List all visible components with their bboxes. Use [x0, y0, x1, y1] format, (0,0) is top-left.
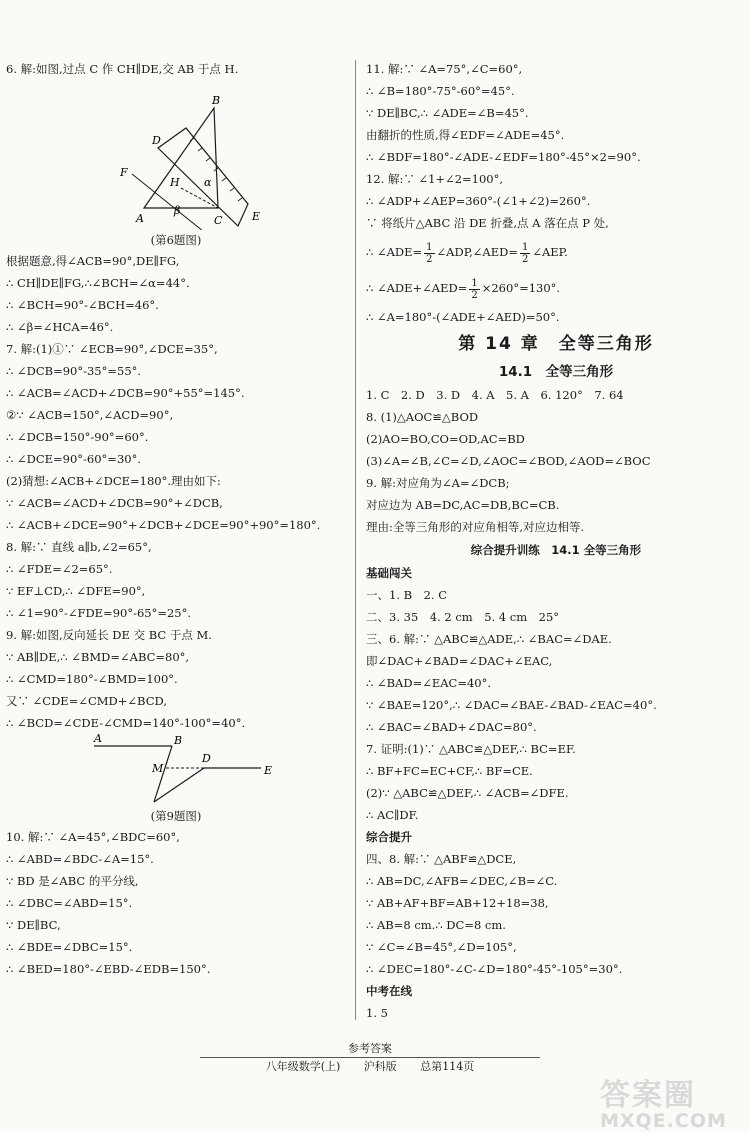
jichu-line: 二、3. 35 4. 2 cm 5. 4 cm 25° [366, 610, 560, 624]
label-b: B [212, 94, 221, 107]
label-beta: β [174, 204, 181, 217]
right-column [366, 58, 746, 1024]
q7-line: ∴ ∠DCE=90°-60°=30°. [6, 452, 141, 466]
q6-line: ∴ ∠BCH=90°-∠BCH=46°. [6, 298, 159, 312]
watermark-text: 答案圈 [600, 1078, 696, 1113]
jichu-line: 三、6. 解:∵ △ABC≌△ADE,∴ ∠BAC=∠DAE. [366, 632, 612, 646]
fraction [520, 242, 530, 265]
q12-text: ∴ ∠ADE+∠AED= [366, 281, 468, 295]
footer-title: 参考答案 [200, 1040, 540, 1058]
chapter-title: 第 14 章 全等三角形 [458, 334, 654, 354]
q12-text: ∠AEP. [532, 245, 568, 259]
label-f: F [120, 166, 128, 179]
section-title: 14.1 全等三角形 [498, 364, 614, 380]
jichu-line: ∴ BF+FC=EC+CF,∴ BF=CE. [366, 764, 533, 778]
q6-line: 根据题意,得∠ACB=90°,DE∥FG, [6, 254, 180, 268]
jichu-line: 7. 证明:(1)∵ △ABC≌△DEF,∴ BC=EF. [366, 742, 576, 756]
fraction-denominator: 2 [426, 253, 433, 265]
zonghe-line: 四、8. 解:∵ △ABF≌△DCE, [366, 852, 517, 866]
fraction-numerator: 1 [471, 277, 478, 289]
practice-heading: 综合提升训练 14.1 全等三角形 [470, 543, 642, 557]
fraction [424, 242, 434, 265]
q12-text: ∴ ∠ADE= [366, 245, 423, 259]
column-divider [355, 60, 356, 1020]
zonghe-line: ∵ ∠C=∠B=45°,∠D=105°, [366, 940, 517, 954]
q12-line: ∵ 将纸片△ABC 沿 DE 折叠,点 A 落在点 P 处, [366, 216, 609, 230]
fraction-denominator: 2 [471, 289, 478, 301]
label-a: A [136, 212, 144, 225]
label-e: E [264, 764, 273, 777]
jichu-line: 一、1. B 2. C [366, 588, 448, 602]
zonghe-line: ∴ AB=DC,∠AFB=∠DEC,∠B=∠C. [366, 874, 558, 888]
jichu-line: ∴ AC∥DF. [366, 808, 419, 822]
zonghe-heading: 综合提升 [366, 830, 412, 844]
q7-line: ∴ ∠DCB=90°-35°=55°. [6, 364, 142, 378]
footer-grade: 八年级数学(上) [265, 1060, 341, 1073]
answer-line: (3)∠A=∠B,∠C=∠D,∠AOC=∠BOD,∠AOD=∠BOC [366, 454, 651, 468]
q10-line: ∵ BD 是∠ABC 的平分线, [6, 874, 139, 888]
q11-line: 由翻折的性质,得∠EDF=∠ADE=45°. [366, 128, 565, 142]
fraction-numerator: 1 [426, 241, 433, 253]
zonghe-line: ∴ AB=8 cm.∴ DC=8 cm. [366, 918, 506, 932]
page-footer [200, 1040, 540, 1074]
label-m: M [152, 762, 164, 775]
q12-line: ∴ ∠A=180°-(∠ADE+∠AED)=50°. [366, 310, 560, 324]
q8-line: ∵ EF⊥CD,∴ ∠DFE=90°, [6, 584, 146, 598]
q9-line: ∴ ∠CMD=180°-∠BMD=100°. [6, 672, 178, 686]
q8-line: 8. 解:∵ 直线 a∥b,∠2=65°, [6, 540, 152, 554]
label-alpha: α [204, 176, 212, 189]
figure-6 [6, 80, 346, 230]
q6-line: ∴ CH∥DE∥FG,∴∠BCH=∠α=44°. [6, 276, 190, 290]
answer-line: 对应边为 AB=DC,AC=DB,BC=CB. [366, 498, 560, 512]
label-h: H [170, 176, 180, 189]
answer-line: 理由:全等三角形的对应角相等,对应边相等. [366, 520, 585, 534]
zhongkao-heading: 中考在线 [366, 984, 412, 998]
label-b: B [174, 734, 183, 747]
jichu-line: 即∠DAC+∠BAD=∠DAC+∠EAC, [366, 654, 553, 668]
q11-line: ∴ ∠BDF=180°-∠ADE-∠EDF=180°-45°×2=90°. [366, 150, 641, 164]
q11-line: ∴ ∠B=180°-75°-60°=45°. [366, 84, 515, 98]
fraction [469, 278, 479, 301]
answer-line: 8. (1)△AOC≌△BOD [366, 410, 479, 424]
q10-line: ∴ ∠ABD=∠BDC-∠A=15°. [6, 852, 154, 866]
q7-line: 7. 解:(1)①∵ ∠ECB=90°,∠DCE=35°, [6, 342, 218, 356]
q10-line: ∴ ∠BED=180°-∠EBD-∠EDB=150°. [6, 962, 211, 976]
watermark-logo [600, 1070, 750, 1132]
q11-line: ∵ DE∥BC,∴ ∠ADE=∠B=45°. [366, 106, 529, 120]
jichu-heading: 基础闯关 [366, 566, 412, 580]
q10-line: 10. 解:∵ ∠A=45°,∠BDC=60°, [6, 830, 180, 844]
q7-line: ∴ ∠ACB+∠DCE=90°+∠DCB+∠DCE=90°+90°=180°. [6, 518, 321, 532]
q10-line: ∴ ∠DBC=∠ABD=15°. [6, 896, 133, 910]
q12-text: ∠ADP,∠AED= [436, 245, 518, 259]
answer-line: (2)AO=BO,CO=OD,AC=BD [366, 432, 525, 446]
zonghe-line: ∴ ∠DEC=180°-∠C-∠D=180°-45°-105°=30°. [366, 962, 623, 976]
jichu-line: ∴ ∠BAC=∠BAD+∠DAC=80°. [366, 720, 537, 734]
q12-line: ∴ ∠ADP+∠AEP=360°-(∠1+∠2)=260°. [366, 194, 591, 208]
q6-line: ∴ ∠β=∠HCA=46°. [6, 320, 114, 334]
fraction-numerator: 1 [521, 241, 529, 253]
q6-line: 6. 解:如图,过点 C 作 CH∥DE,交 AB 于点 H. [6, 62, 239, 76]
label-d: D [202, 752, 211, 765]
q12-fraction-line-1 [366, 234, 746, 270]
q12-text: ×260°=130°. [481, 281, 561, 295]
label-a: A [94, 734, 102, 745]
left-column [6, 58, 346, 980]
q9-line: 又∵ ∠CDE=∠CMD+∠BCD, [6, 694, 167, 708]
q9-line: ∵ AB∥DE,∴ ∠BMD=∠ABC=80°, [6, 650, 190, 664]
line-ch [181, 188, 218, 208]
label-e: E [252, 210, 261, 223]
figure-6-caption: (第6题图) [150, 233, 202, 247]
q7-line: ∵ ∠ACB=∠ACD+∠DCB=90°+∠DCB, [6, 496, 223, 510]
q8-line: ∴ ∠1=90°-∠FDE=90°-65°=25°. [6, 606, 192, 620]
q9-line: ∴ ∠BCD=∠CDE-∠CMD=140°-100°=40°. [6, 716, 246, 730]
footer-page-number: 总第114页 [420, 1060, 475, 1073]
q10-line: ∴ ∠BDE=∠DBC=15°. [6, 940, 133, 954]
fraction-denominator: 2 [521, 253, 529, 265]
q9-line: 9. 解:如图,反向延长 DE 交 BC 于点 M. [6, 628, 212, 642]
jichu-line: ∴ ∠BAD=∠EAC=40°. [366, 676, 492, 690]
zhongkao-line: 1. 5 [366, 1006, 388, 1020]
q7-line: ∴ ∠ACB=∠ACD+∠DCB=90°+55°=145°. [6, 386, 245, 400]
footer-info [200, 1058, 540, 1074]
figure-9 [6, 734, 346, 806]
q12-fraction-line-2 [366, 270, 746, 306]
jichu-line: ∵ ∠BAE=120°,∴ ∠DAC=∠BAE-∠BAD-∠EAC=40°. [366, 698, 657, 712]
q10-line: ∵ DE∥BC, [6, 918, 61, 932]
answer-line: 9. 解:对应角为∠A=∠DCB; [366, 476, 510, 490]
label-d: D [152, 134, 161, 147]
q8-line: ∴ ∠FDE=∠2=65°. [6, 562, 113, 576]
q11-line: 11. 解:∵ ∠A=75°,∠C=60°, [366, 62, 523, 76]
zonghe-line: ∵ AB+AF+BF=AB+12+18=38, [366, 896, 549, 910]
label-c: C [214, 214, 223, 227]
q7-line: ∴ ∠DCB=150°-90°=60°. [6, 430, 149, 444]
footer-edition: 沪科版 [363, 1060, 397, 1073]
q7-line: ②∵ ∠ACB=150°,∠ACD=90°, [6, 408, 174, 422]
watermark-url: MXQE.COM [600, 1110, 727, 1132]
figure-9-caption: (第9题图) [150, 809, 202, 823]
q7-line: (2)猜想:∠ACB+∠DCE=180°.理由如下: [6, 474, 221, 488]
jichu-line: (2)∵ △ABC≌△DEF,∴ ∠ACB=∠DFE. [366, 786, 569, 800]
q12-line: 12. 解:∵ ∠1+∠2=100°, [366, 172, 504, 186]
answer-line: 1. C 2. D 3. D 4. A 5. A 6. 120° 7. 64 [366, 388, 624, 402]
